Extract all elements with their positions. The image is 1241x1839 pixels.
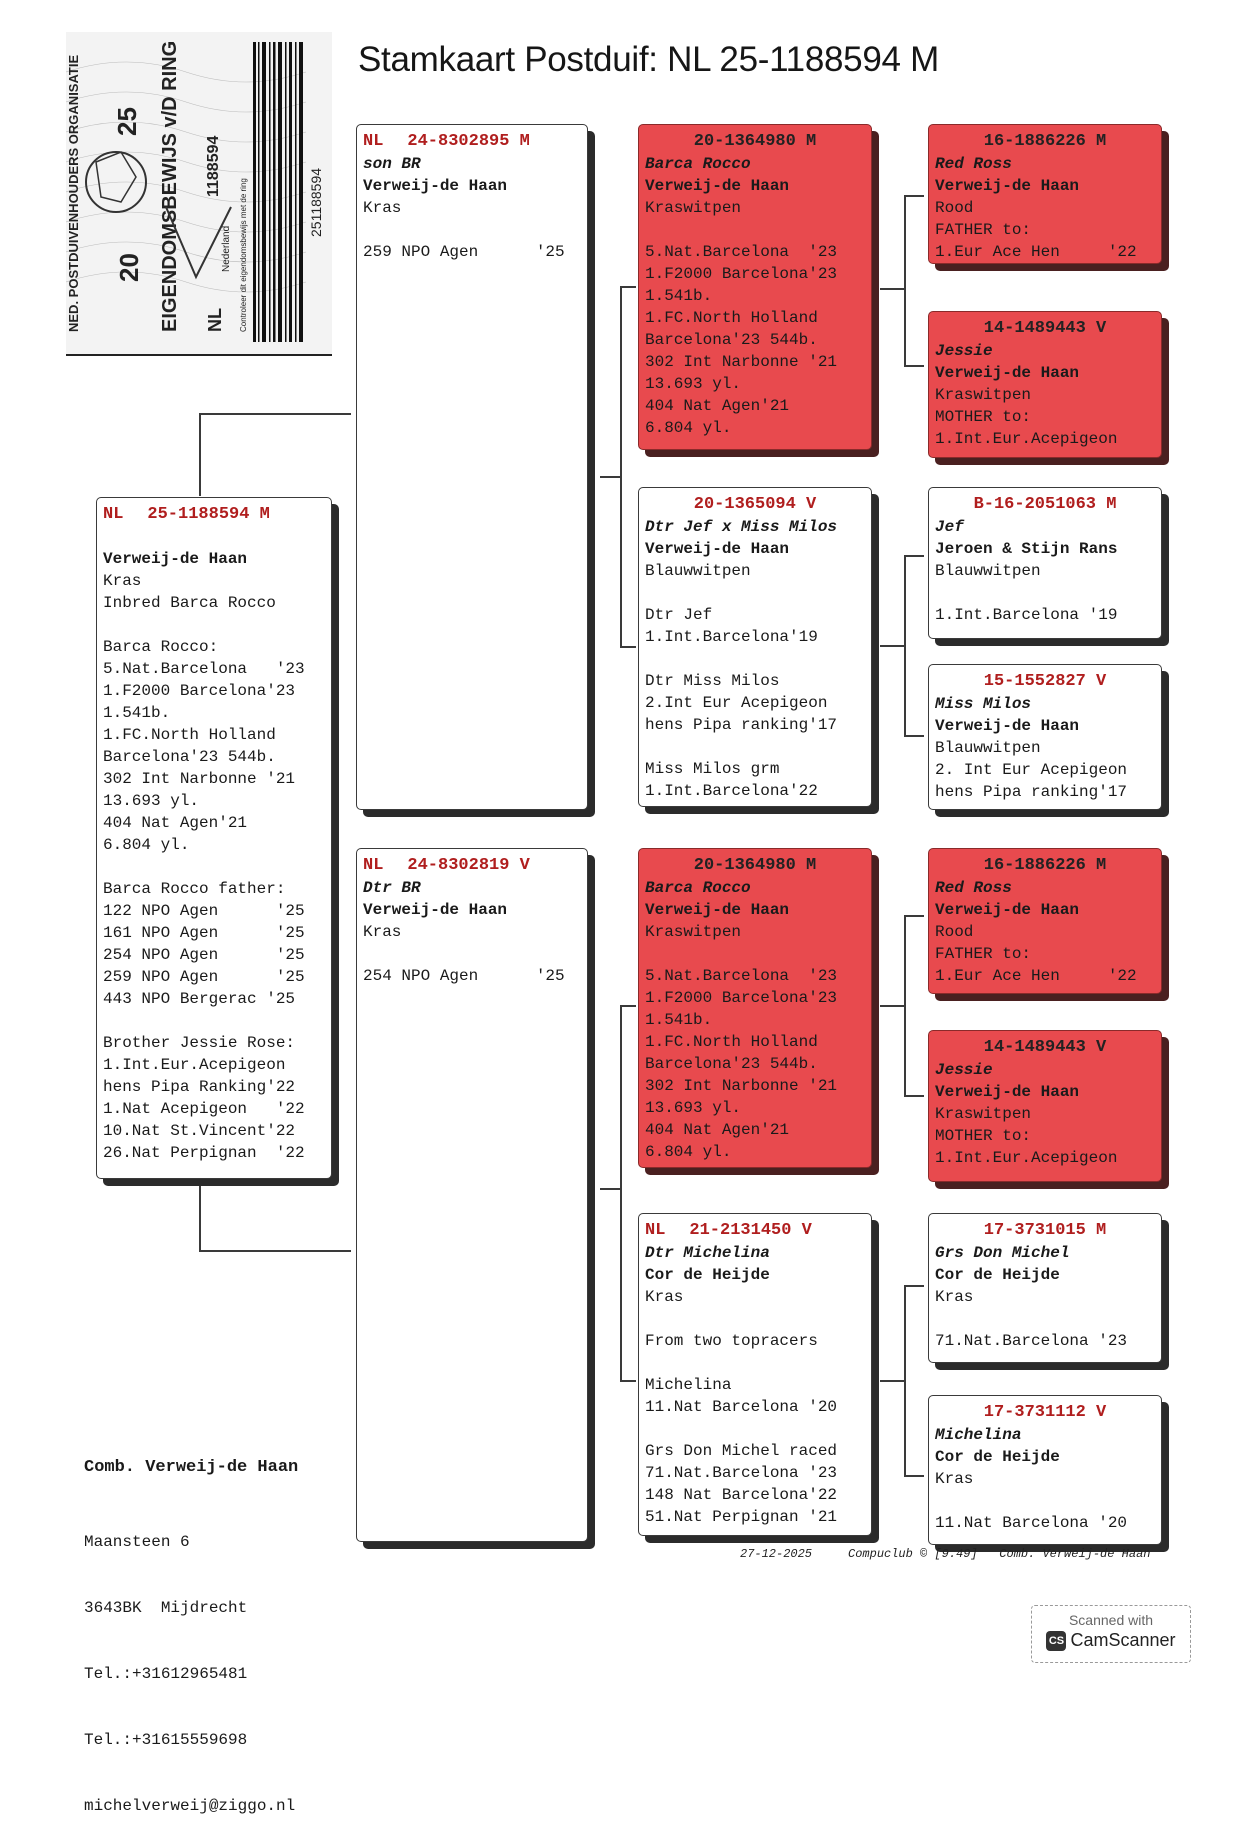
card-line: Kras [935,1470,974,1488]
scanner-label: Scanned with [1068,1612,1154,1628]
card-line: Dtr Michelina [645,1244,770,1262]
card-line [645,1352,865,1374]
card-line: 13.693 yl. [645,1099,742,1117]
card-line: Verweij-de Haan [645,177,790,195]
card-header [935,318,1155,340]
pigeon-card-fff [928,124,1162,264]
card-line: 6.804 yl. [645,419,732,437]
card-line: Verweij-de Haan [935,177,1080,195]
ring-control-text: Controleer dit eigendomsbewijs met de ring [239,178,248,332]
card-line: Barcelona'23 544b. [645,1055,818,1073]
sex-marker: M [1096,1221,1107,1240]
card-line: 1.Int.Barcelona'19 [645,628,818,646]
card-line [645,1308,865,1330]
footer-info: 27-12-2025 Compuclub © [9.49] Comb. Verweij-de Haan [740,1547,1151,1561]
card-line: Verweij-de Haan [645,901,790,919]
card-line: 2.Int Eur Acepigeon [645,694,828,712]
pigeon-card-mother [356,848,588,1542]
owner-street: Maansteen 6 [84,1533,190,1551]
card-line: hens Pipa Ranking'22 [103,1078,296,1096]
card-line: 13.693 yl. [103,792,200,810]
card-line: hens Pipa ranking'17 [935,783,1128,801]
card-line: 1.Int.Barcelona'22 [645,782,818,800]
card-line: Verweij-de Haan [103,550,248,568]
pigeon-card-fmm [928,664,1162,810]
card-line: Jef [935,518,964,536]
card-line: FATHER to: [935,945,1032,963]
card-line: Kras [645,1288,684,1306]
sex-marker: M [1096,856,1107,875]
card-line: Verweij-de Haan [363,177,508,195]
card-line: 259 NPO Agen '25 [103,968,305,986]
card-line: Red Ross [935,879,1012,897]
card-line: Grs Don Michel raced [645,1442,838,1460]
card-header [935,1037,1155,1059]
card-line: 1.Eur Ace Hen '22 [935,243,1137,261]
card-line: 404 Nat Agen'21 [103,814,248,832]
sex-marker: V [1096,1403,1107,1422]
ring-number: B-16-2051063 [973,495,1096,514]
scanner-brand: CamScanner [1070,1630,1176,1650]
card-line: Kraswitpen [935,1105,1032,1123]
owner-tel1: Tel.:+31612965481 [84,1665,248,1683]
card-line: Verweij-de Haan [363,901,508,919]
ring-number: 24-8302895 [407,132,510,151]
ring-org-text: NED. POSTDUIVENHOUDERS ORGANISATIE [66,54,81,332]
pigeon-card-father-mother [638,487,872,807]
card-line: 10.Nat St.Vincent'22 [103,1122,296,1140]
sex-marker: V [806,495,817,514]
card-header [935,131,1155,153]
card-line: 161 NPO Agen '25 [103,924,305,942]
card-line: Kras [363,199,402,217]
card-line [103,1010,325,1032]
card-line: 51.Nat Perpignan '21 [645,1508,838,1526]
camscanner-badge [1031,1605,1191,1663]
ring-nederland: Nederland [221,225,232,272]
card-line: Barca Rocco: [103,638,219,656]
ring-number: 16-1886226 [983,856,1086,875]
card-line: hens Pipa ranking'17 [645,716,838,734]
card-line: Dtr Jef x Miss Milos [645,518,838,536]
owner-info [84,1413,298,1839]
card-header [935,671,1155,693]
card-line: 1.541b. [645,1011,713,1029]
card-line: From two topracers [645,1332,818,1350]
card-header [645,855,865,877]
card-header [935,1220,1155,1242]
card-line [103,856,325,878]
card-line: Kraswitpen [645,923,742,941]
card-line: 1.541b. [645,287,713,305]
card-line: 1.F2000 Barcelona'23 [645,265,838,283]
card-line: 254 NPO Agen '25 [363,967,565,985]
ring-number: 24-8302819 [407,856,510,875]
pigeon-card-mff [928,848,1162,994]
card-line [645,943,865,965]
owner-name: Comb. Verweij-de Haan [84,1458,299,1477]
card-line: Cor de Heijde [935,1266,1060,1284]
sex-marker: M [1106,495,1117,514]
ring-number: 14-1489443 [983,1038,1086,1057]
card-line: 71.Nat.Barcelona '23 [935,1332,1128,1350]
ring-number: 1188594 [205,135,222,197]
sex-marker: V [1096,1038,1107,1057]
card-line: 13.693 yl. [645,375,742,393]
card-line: Kras [935,1288,974,1306]
card-line [935,1308,1155,1330]
card-line: Rood [935,923,974,941]
card-line: Kraswitpen [935,386,1032,404]
card-line [103,526,325,548]
card-line: Dtr Miss Milos [645,672,780,690]
card-line: 2. Int Eur Acepigeon [935,761,1128,779]
card-line: Miss Milos [935,695,1032,713]
card-line: 5.Nat.Barcelona '23 [645,243,838,261]
card-line: 404 Nat Agen'21 [645,1121,790,1139]
card-line: Cor de Heijde [935,1448,1060,1466]
pigeon-card-mmm [928,1395,1162,1545]
card-line: 259 NPO Agen '25 [363,243,565,261]
card-line: 404 Nat Agen'21 [645,397,790,415]
card-line: Blauwwitpen [935,562,1041,580]
owner-tel2: Tel.:+31615559698 [84,1731,248,1749]
card-line [363,219,581,241]
card-line: MOTHER to: [935,1127,1032,1145]
card-line [645,1418,865,1440]
sex-marker: M [519,132,530,151]
card-line: 11.Nat Barcelona '20 [935,1514,1128,1532]
pigeon-card-mother-father [638,848,872,1168]
card-line [363,943,581,965]
ring-number: 15-1552827 [983,672,1086,691]
country-code: NL [363,856,384,875]
card-header [103,504,325,526]
owner-city: 3643BK Mijdrecht [84,1599,248,1617]
card-header [645,494,865,516]
card-header [645,1220,865,1242]
card-line: Rood [935,199,974,217]
card-line: Grs Don Michel [935,1244,1070,1262]
ring-label-text: EIGENDOMSBEWIJS v/D RING [159,40,181,332]
ring-number: 20-1364980 [693,132,796,151]
card-line: 1.F2000 Barcelona'23 [103,682,296,700]
ring-number: 16-1886226 [983,132,1086,151]
card-line: Blauwwitpen [645,562,751,580]
card-line: Dtr BR [363,879,421,897]
card-line: son BR [363,155,421,173]
ring-certificate [66,32,332,356]
card-line: 443 NPO Bergerac '25 [103,990,296,1008]
card-line: Verweij-de Haan [935,901,1080,919]
card-line: Verweij-de Haan [935,717,1080,735]
card-line: 1.541b. [103,704,171,722]
card-line [935,582,1155,604]
sex-marker: V [519,856,530,875]
sex-marker: M [806,856,817,875]
card-line: 1.FC.North Holland [103,726,276,744]
card-line [645,582,865,604]
card-line: 1.Int.Eur.Acepigeon [935,1149,1118,1167]
ring-year-left: 20 [114,253,144,282]
card-line: Barcelona'23 544b. [103,748,276,766]
card-line: Inbred Barca Rocco [103,594,276,612]
sex-marker: V [1096,319,1107,338]
card-line: 254 NPO Agen '25 [103,946,305,964]
card-line: Dtr Jef [645,606,713,624]
card-line: Barca Rocco father: [103,880,286,898]
card-line [645,648,865,670]
card-line: Michelina [935,1426,1022,1444]
ring-number: 20-1364980 [693,856,796,875]
card-line: 302 Int Narbonne '21 [103,770,296,788]
card-line: Jeroen & Stijn Rans [935,540,1118,558]
sex-marker: M [806,132,817,151]
card-line: FATHER to: [935,221,1032,239]
sex-marker: M [259,505,270,524]
ring-country: NL [205,308,225,332]
ring-year-right: 25 [112,107,142,136]
card-line: 1.FC.North Holland [645,309,818,327]
card-line [645,219,865,241]
card-line [645,736,865,758]
pigeon-card-main [96,497,332,1179]
ring-number: 14-1489443 [983,319,1086,338]
card-line: Cor de Heijde [645,1266,770,1284]
sex-marker: V [1096,672,1107,691]
card-line: 1.Nat Acepigeon '22 [103,1100,305,1118]
card-line: 71.Nat.Barcelona '23 [645,1464,838,1482]
card-line: 122 NPO Agen '25 [103,902,305,920]
card-line: 6.804 yl. [645,1143,732,1161]
pigeon-card-father-father [638,124,872,450]
card-line: Jessie [935,342,993,360]
card-header [363,131,581,153]
card-header [935,494,1155,516]
card-header [935,1402,1155,1424]
ring-number: 20-1365094 [693,495,796,514]
pigeon-card-fmf [928,487,1162,639]
card-line: Miss Milos grm [645,760,780,778]
sex-marker: V [801,1221,812,1240]
card-line: Blauwwitpen [935,739,1041,757]
card-line [103,614,325,636]
card-line: Michelina [645,1376,732,1394]
ring-number: 17-3731112 [983,1403,1086,1422]
card-line: 1.Int.Barcelona '19 [935,606,1118,624]
ring-number: 17-3731015 [983,1221,1086,1240]
card-header [363,855,581,877]
card-line: Jessie [935,1061,993,1079]
card-line [935,1490,1155,1512]
card-line: 11.Nat Barcelona '20 [645,1398,838,1416]
card-line: 1.F2000 Barcelona'23 [645,989,838,1007]
card-line: Barca Rocco [645,155,751,173]
pigeon-card-father [356,124,588,810]
card-line: 6.804 yl. [103,836,190,854]
owner-email: michelverweij@ziggo.nl [84,1797,296,1815]
card-line: Kraswitpen [645,199,742,217]
camscanner-logo-icon: CS [1046,1631,1066,1651]
card-line: MOTHER to: [935,408,1032,426]
card-line: 1.Int.Eur.Acepigeon [103,1056,286,1074]
card-header [645,131,865,153]
card-line: 26.Nat Perpignan '22 [103,1144,305,1162]
card-line: 5.Nat.Barcelona '23 [103,660,305,678]
ring-number: 25-1188594 [147,505,250,524]
card-line: 148 Nat Barcelona'22 [645,1486,838,1504]
card-line: Barca Rocco [645,879,751,897]
sex-marker: M [1096,132,1107,151]
card-line: Kras [363,923,402,941]
card-line: Verweij-de Haan [935,364,1080,382]
pigeon-card-mmf [928,1213,1162,1363]
card-line: 1.Eur Ace Hen '22 [935,967,1137,985]
card-line: 1.Int.Eur.Acepigeon [935,430,1118,448]
card-line: 302 Int Narbonne '21 [645,353,838,371]
card-line: 1.FC.North Holland [645,1033,818,1051]
country-code: NL [645,1221,666,1240]
page-title: Stamkaart Postduif: NL 25-1188594 M [358,40,939,79]
card-line: 302 Int Narbonne '21 [645,1077,838,1095]
card-line: Verweij-de Haan [645,540,790,558]
pigeon-card-ffm [928,311,1162,458]
card-header [935,855,1155,877]
ring-number: 21-2131450 [689,1221,792,1240]
card-line: Red Ross [935,155,1012,173]
barcode-number: 251188594 [308,167,324,237]
card-line: Kras [103,572,142,590]
pigeon-card-mfm [928,1030,1162,1182]
country-code: NL [363,132,384,151]
card-line: Verweij-de Haan [935,1083,1080,1101]
pigeon-card-mother-mother [638,1213,872,1536]
country-code: NL [103,505,124,524]
card-line: 5.Nat.Barcelona '23 [645,967,838,985]
card-line: Brother Jessie Rose: [103,1034,296,1052]
card-line: Barcelona'23 544b. [645,331,818,349]
